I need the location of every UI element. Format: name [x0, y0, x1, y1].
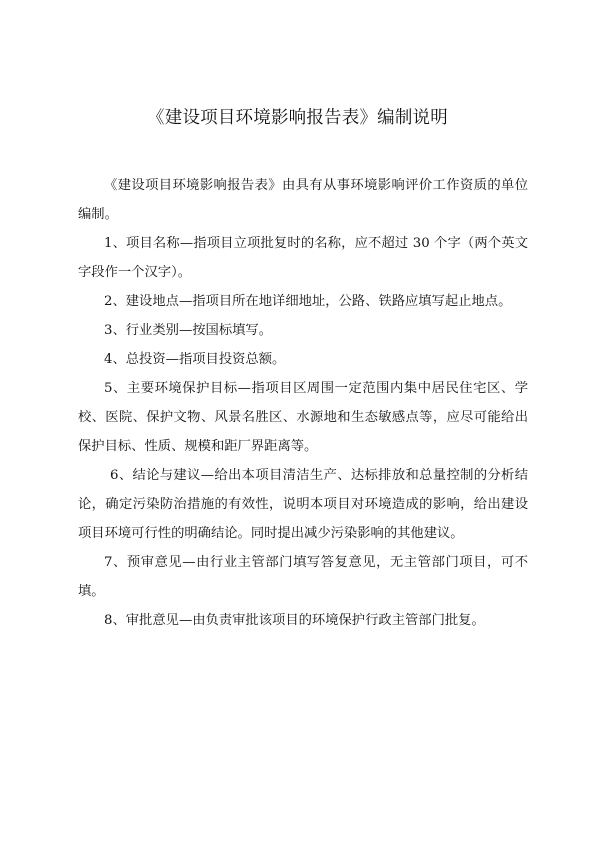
item-pre-review: 7、预审意见—由行业主管部门填写答复意见，无主管部门项目，可不填。	[78, 555, 528, 599]
item-construction-site: 2、建设地点—指项目所在地详细地址，公路、铁路应填写起止地点。	[104, 294, 512, 309]
intro-paragraph: 《建设项目环境影响报告表》由具有从事环境影响评价工作资质的单位编制。	[78, 178, 528, 222]
item-approval: 8、审批意见—由负责审批该项目的环境保护行政主管部门批复。	[104, 613, 485, 628]
item-total-investment: 4、总投资—指项目投资总额。	[104, 352, 286, 367]
document-title: 《建设项目环境影响报告表》编制说明	[147, 108, 448, 128]
item-project-name: 1、项目名称—指项目立项批复时的名称，应不超过 30 个字（两个英文字段作一个汉字）。	[78, 236, 528, 280]
item-industry-category: 3、行业类别—按国标填写。	[104, 323, 273, 338]
item-protection-targets: 5、主要环境保护目标—指项目区周围一定范围内集中居民住宅区、学校、医院、保护文物、风景名胜区、水源地和生态敏感点等，应尽可能给出保护目标、性质、规模和距厂界距离等。	[78, 381, 528, 454]
document-body	[78, 171, 528, 635]
item-conclusions: 6、结论与建议—给出本项目清洁生产、达标排放和总量控制的分析结论，确定污染防治措施的有效性，说明本项目对环境造成的影响，给出建设项目环境可行性的明确结论。同时提出减少污染影响的其他建议。	[78, 468, 528, 541]
